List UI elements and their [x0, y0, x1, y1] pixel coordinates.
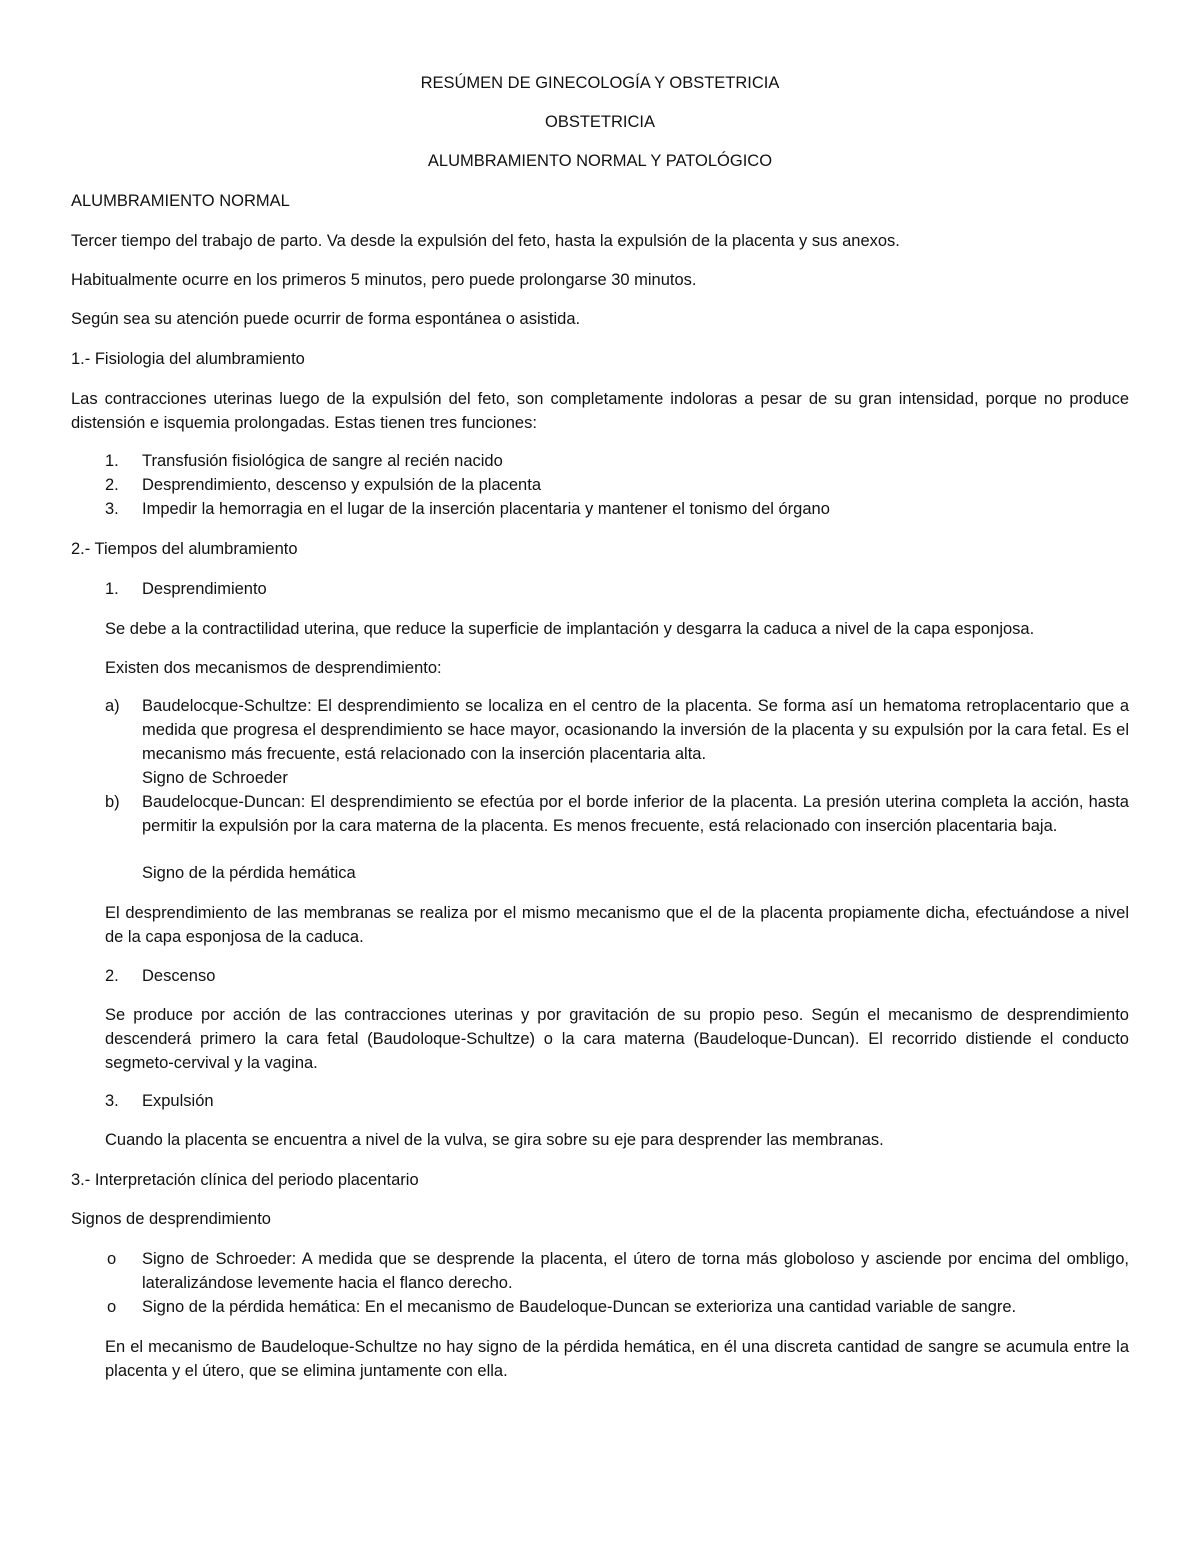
time-1-paragraph-1: Se debe a la contractilidad uterina, que reduce la superficie de implantación y desgarra la caduca a nivel de la capa esponjosa.: [105, 620, 1035, 638]
section-heading: ALUMBRAMIENTO NORMAL: [71, 192, 290, 210]
mechanism-a-text: Baudelocque-Schultze: El desprendimiento se localiza en el centro de la placenta. Se forma así un hematoma retroplacentario que a medida que progresa el desprendimiento se hace mayor, ocasionando la inversión de la placenta y su expulsión por la cara fetal. Es el mecanismo más frecuente, está relacionado con la inserción placentaria alta.: [142, 697, 1129, 763]
time-1-title: Desprendimiento: [142, 580, 267, 598]
list-item: Transfusión fisiológica de sangre al recién nacido: [142, 452, 503, 470]
section-2-heading: 2.- Tiempos del alumbramiento: [71, 540, 298, 558]
mechanism-a-marker: a): [105, 697, 120, 715]
section-3-subheading: Signos de desprendimiento: [71, 1210, 271, 1228]
document-subtitle: OBSTETRICIA: [544, 113, 655, 131]
time-2-marker: 2.: [105, 967, 119, 985]
time-3-marker: 3.: [105, 1092, 119, 1110]
time-1-marker: 1.: [105, 580, 119, 598]
time-1-paragraph-3: El desprendimiento de las membranas se realiza por el mismo mecanismo que el de la placenta propiamente dicha, efectuándose a nivel de la capa esponjosa de la caduca.: [105, 904, 1129, 946]
time-3-paragraph: Cuando la placenta se encuentra a nivel de la vulva, se gira sobre su eje para desprender las membranas.: [105, 1131, 884, 1149]
time-2-title: Descenso: [142, 967, 216, 985]
intro-paragraph-2: Habitualmente ocurre en los primeros 5 minutos, pero puede prolongarse 30 minutos.: [71, 271, 697, 289]
section-3-paragraph: En el mecanismo de Baudeloque-Schultze no hay signo de la pérdida hemática, en él una discreta cantidad de sangre se acumula entre la placenta y el útero, que se elimina juntamente con ella.: [105, 1338, 1129, 1380]
section-1-paragraph: Las contracciones uterinas luego de la expulsión del feto, son completamente indoloras a pesar de su gran intensidad, porque no produce distensión e isquemia prolongadas. Estas tienen tres funciones:: [71, 390, 1129, 432]
mechanism-b-marker: b): [105, 793, 120, 811]
section-3-heading: 3.- Interpretación clínica del periodo placentario: [71, 1171, 419, 1189]
list-item: Signo de la pérdida hemática: En el mecanismo de Baudeloque-Duncan se exterioriza una cantidad variable de sangre.: [142, 1298, 1017, 1316]
mechanism-a-sign: Signo de Schroeder: [142, 769, 288, 787]
list-item-marker: 2.: [105, 476, 119, 494]
time-2-paragraph: Se produce por acción de las contracciones uterinas y por gravitación de su propio peso. Según el mecanismo de desprendimiento descenderá primero la cara fetal (Baudoloque-Schultze) o la cara materna (Baudeloque-Duncan). El recorrido distiende el conducto segmeto-cervival y la vagina.: [105, 1006, 1129, 1072]
section-1-heading: 1.- Fisiologia del alumbramiento: [71, 350, 305, 368]
mechanism-b-text: Baudelocque-Duncan: El desprendimiento se efectúa por el borde inferior de la placenta. La presión uterina completa la acción, hasta permitir la expulsión por la cara materna de la placenta. Es menos frecuente, está relacionado con inserción placentaria baja.: [142, 793, 1129, 835]
time-3-title: Expulsión: [142, 1092, 214, 1110]
document-title: RESÚMEN DE GINECOLOGÍA Y OBSTETRICIA: [420, 74, 780, 92]
list-item: Impedir la hemorragia en el lugar de la inserción placentaria y mantener el tonismo del órgano: [142, 500, 830, 518]
list-item: Signo de Schroeder: A medida que se desprende la placenta, el útero de torna más globoloso y asciende por encima del ombligo, lateralizándose levemente hacia el flanco derecho.: [142, 1250, 1129, 1292]
intro-paragraph-3: Según sea su atención puede ocurrir de forma espontánea o asistida.: [71, 310, 581, 328]
intro-paragraph-1: Tercer tiempo del trabajo de parto. Va desde la expulsión del feto, hasta la expulsión de la placenta y sus anexos.: [71, 232, 900, 250]
list-item-marker: 1.: [105, 452, 119, 470]
document-topic: ALUMBRAMIENTO NORMAL Y PATOLÓGICO: [427, 152, 773, 170]
time-1-paragraph-2: Existen dos mecanismos de desprendimiento:: [105, 659, 442, 677]
bullet-marker: o: [107, 1298, 117, 1316]
mechanism-b-sign: Signo de la pérdida hemática: [142, 864, 356, 882]
list-item-marker: 3.: [105, 500, 119, 518]
list-item: Desprendimiento, descenso y expulsión de la placenta: [142, 476, 541, 494]
bullet-marker: o: [107, 1250, 117, 1268]
